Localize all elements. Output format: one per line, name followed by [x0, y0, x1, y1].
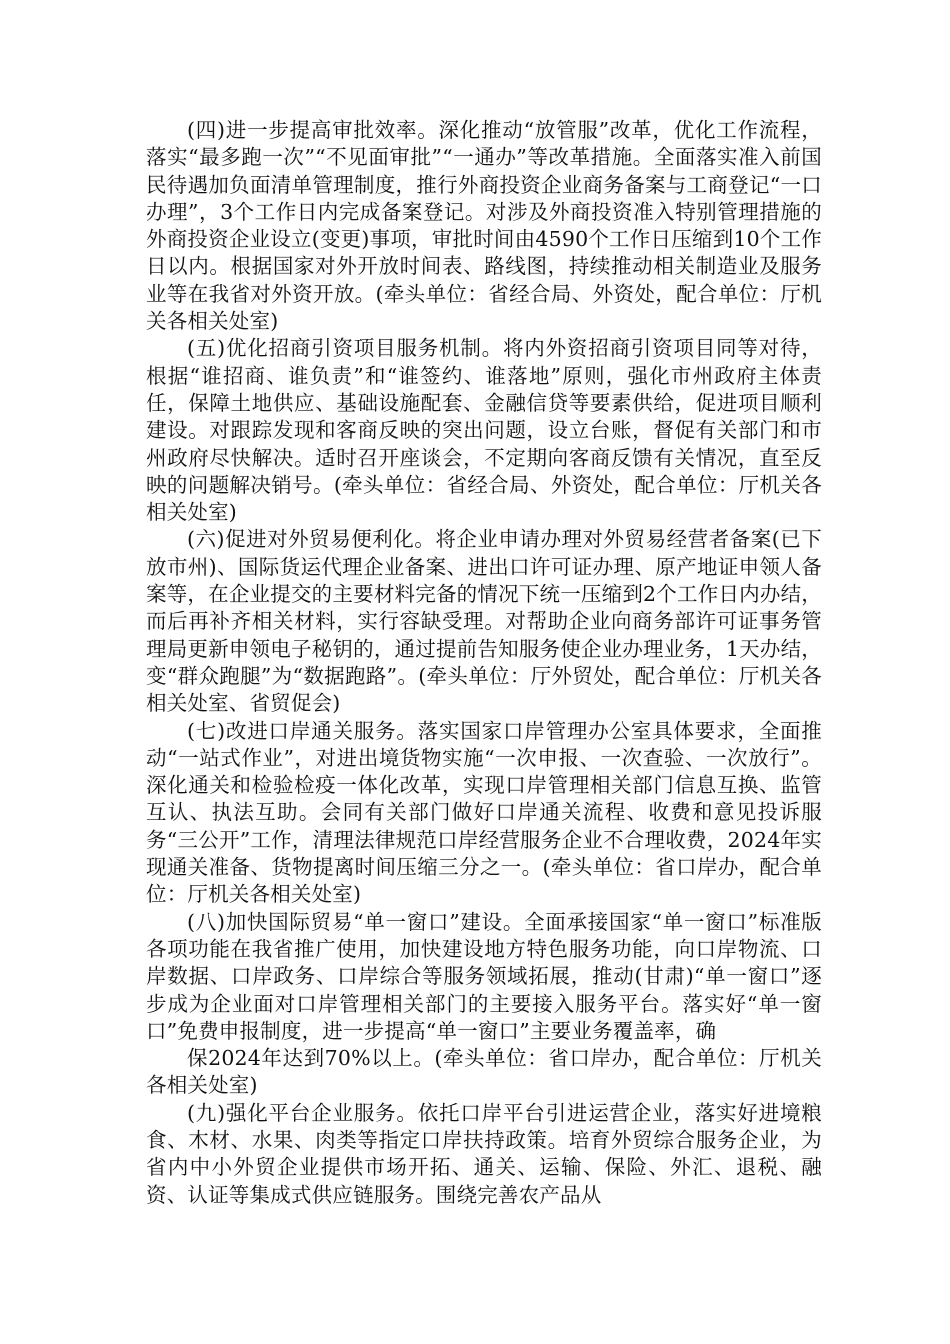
paragraph-investment-service: (五)优化招商引资项目服务机制。将内外资招商引资项目同等对待，根据“谁招商、谁负责”和“谁签约、谁落地”原则，强化市州政府主体责任，保障土地供应、基础设施配套、金融信贷等要素供给，促进项目顺利建设。对跟踪发现和客商反映的突出问题，设立台账，督促有关部门和市州政府尽快解决。适时召开座谈会，不定期向客商反馈有关情况，直至反映的问题解决销号。(牵头单位：省经合局、外资处，配合单位：厅机关各相关处室) [146, 336, 822, 525]
paragraph-single-window: (八)加快国际贸易“单一窗口”建设。全面承接国家“单一窗口”标准版各项功能在我省推广使用，加快建设地方特色服务功能，向口岸物流、口岸数据、口岸政务、口岸综合等服务领域拓展，推动(甘肃)“单一窗口”逐步成为企业面对口岸管理相关部门的主要接入服务平台。落实好“单一窗口”免费申报制度，进一步提高“单一窗口”主要业务覆盖率，确 [146, 909, 822, 1043]
paragraph-trade-facilitation: (六)促进对外贸易便利化。将企业申请办理对外贸易经营者备案(已下放市州)、国际货运代理企业备案、进出口许可证办理、原产地证申领人备案等，在企业提交的主要材料完备的情况下统一压缩到2个工作日内办结，而后再补齐相关材料，实行容缺受理。对帮助企业向商务部许可证事务管理局更新申领电子秘钥的，通过提前告知服务使企业办理业务，1天办结，变“群众跑腿”为“数据跑路”。(牵头单位：厅外贸处，配合单位：厅机关各相关处室、省贸促会) [146, 527, 822, 716]
paragraph-single-window-continued: 保2024年达到70%以上。(牵头单位：省口岸办，配合单位：厅机关各相关处室) [146, 1046, 822, 1098]
paragraph-port-clearance: (七)改进口岸通关服务。落实国家口岸管理办公室具体要求，全面推动“一站式作业”，对进出境货物实施“一次申报、一次查验、一次放行”。深化通关和检验检疫一体化改革，实现口岸管理相关部门信息互换、监管互认、执法互助。会同有关部门做好口岸通关流程、收费和意见投诉服务“三公开”工作，清理法律规范口岸经营服务企业不合理收费，2024年实现通关准备、货物提离时间压缩三分之一。(牵头单位：省口岸办，配合单位：厅机关各相关处室) [146, 718, 822, 907]
paragraph-platform-enterprise: (九)强化平台企业服务。依托口岸平台引进运营企业，落实好进境粮食、木材、水果、肉类等指定口岸扶持政策。培育外贸综合服务企业，为省内中小外贸企业提供市场开拓、通关、运输、保险、外汇、退税、融资、认证等集成式供应链服务。围绕完善农产品从 [146, 1100, 822, 1207]
document-body [146, 117, 822, 1209]
paragraph-approval-efficiency: (四)进一步提高审批效率。深化推动“放管服”改革，优化工作流程，落实“最多跑一次”“不见面审批”“一通办”等改革措施。全面落实准入前国民待遇加负面清单管理制度，推行外商投资企业商务备案与工商登记“一口办理”，3个工作日内完成备案登记。对涉及外商投资准入特别管理措施的外商投资企业设立(变更)事项，审批时间由4590个工作日压缩到10个工作日以内。根据国家对外开放时间表、路线图，持续推动相关制造业及服务业等在我省对外资开放。(牵头单位：省经合局、外资处，配合单位：厅机关各相关处室) [146, 118, 822, 334]
